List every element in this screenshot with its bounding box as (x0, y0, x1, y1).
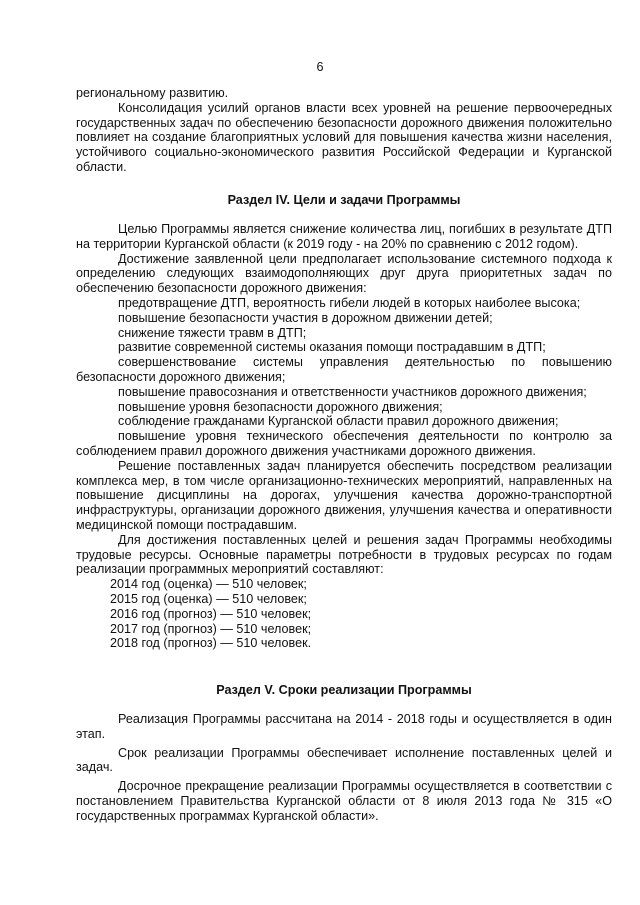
section-5-heading: Раздел V. Сроки реализации Программы (216, 683, 472, 697)
task-item: повышение уровня технического обеспечения деятельности по контролю за соблюдением правил дорожного движения участниками дорожного движения. (76, 429, 612, 458)
section-5-heading-wrap (76, 683, 612, 698)
task-item: соблюдение гражданами Курганской области правил дорожного движения; (118, 414, 559, 429)
task-item: повышение уровня безопасности дорожного движения; (118, 399, 443, 414)
section-4-heading-wrap (76, 193, 612, 208)
resources-paragraph: Для достижения поставленных целей и решения задач Программы необходимы трудовые ресурсы. Основные параметры потребности в трудовых ресурсах по годам реализации программных мероприятий составляют: (76, 532, 612, 577)
early-termination-paragraph: Досрочное прекращение реализации Программы осуществляется в соответствии с постановлением Правительства Курганской области от 8 июля 2013 года № 315 «О государственных программах Курганской области». (76, 779, 612, 823)
task-item: повышение безопасности участия в дорожном движении детей; (118, 310, 493, 325)
intro-paragraph: Консолидация усилий органов власти всех уровней на решение первоочередных государственных задач по обеспечению безопасности дорожного движения положительно повлияет на создание благоприятных условий для повышения качества жизни населения, устойчивого социально-экономического развития Российской Федерации и Курганской области. (76, 100, 612, 174)
year-item: 2018 год (прогноз) — 510 человек. (110, 636, 312, 651)
task-item: предотвращение ДТП, вероятность гибели людей в которых наиболее высока; (118, 295, 581, 310)
goal-paragraph: Целью Программы является снижение количества лиц, погибших в результате ДТП на территории Курганской области (к 2019 году - на 20% по сравнению с 2012 годом). (76, 222, 612, 251)
intro-block (76, 86, 612, 175)
approach-paragraph: Достижение заявленной цели предполагает использование системного подхода к определению следующих взаимодополняющих друг друга приоритетных задач по обеспечению безопасности дорожного движения: (76, 251, 612, 296)
section-5-body (76, 712, 612, 824)
section-4-body (76, 222, 612, 651)
period-execution-paragraph: Срок реализации Программы обеспечивает исполнение поставленных целей и задач. (76, 745, 612, 775)
year-item: 2016 год (прогноз) — 510 человек; (110, 606, 312, 621)
page-number: 6 (316, 60, 324, 74)
section-4-heading: Раздел IV. Цели и задачи Программы (227, 193, 461, 207)
period-paragraph: Реализация Программы рассчитана на 2014 - 2018 годы и осуществляется в один этап. (76, 712, 612, 741)
task-item: снижение тяжести травм в ДТП; (118, 325, 307, 340)
intro-continuation: региональному развитию. (76, 86, 229, 100)
task-item: совершенствование системы управления деятельностью по повышению безопасности дорожного движения; (76, 355, 612, 384)
year-item: 2017 год (прогноз) — 510 человек; (110, 621, 312, 636)
task-item: развитие современной системы оказания помощи пострадавшим в ДТП; (118, 340, 546, 355)
year-item: 2014 год (оценка) — 510 человек; (110, 577, 307, 592)
year-item: 2015 год (оценка) — 510 человек; (110, 591, 307, 606)
measures-paragraph: Решение поставленных задач планируется обеспечить посредством реализации комплекса мер, в том числе организационно-технических мероприятий, направленных на повышение дисциплины на дорогах, улучшения качества дорожно-транспортной инфраструктуры, организации дорожного движения, улучшения качества и оперативности медицинской помощи пострадавшим. (76, 458, 612, 532)
task-item: повышение правосознания и ответственности участников дорожного движения; (118, 384, 587, 399)
